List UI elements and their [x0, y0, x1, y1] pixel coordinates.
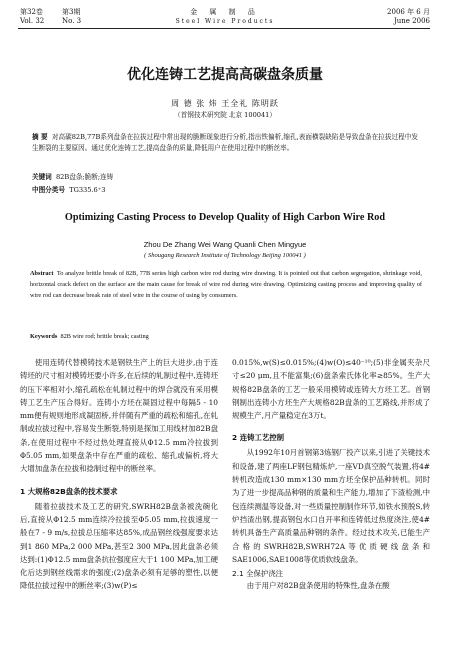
- clc-number: [32, 185, 105, 196]
- date-en: June 2006: [393, 17, 430, 25]
- authors-en: Zhou De Zhang Wei Wang Quanli Chen Mingyue: [143, 240, 307, 249]
- issue-cn: 第3期: [62, 8, 81, 16]
- header-rule: [18, 28, 430, 29]
- keywords-en-text: 82B wire rod; brittle break; casting: [60, 333, 149, 340]
- affiliation-en: ( Shougang Research Institute of Technology Beijing 100041 ): [144, 252, 306, 259]
- header-journal: [155, 8, 295, 26]
- body-left-column: [20, 356, 218, 593]
- section-1-paragraph: 随着拉拔技术及工艺的研究,SWRH82B盘条被洗碗化后,直接从Φ12.5 mm连续冷拉拔至Φ5.05 mm,拉拔速度一般在7 - 9 m/s,拉拔总压缩率达85%,成品钢丝线强度要求达到1 860 MPa,2 000 MPa,甚至2 300 MPa,因此盘条必须达到:(1)Φ12.5 mm盘条抗拉强度应大于1 100 MPa,加工硬化后达到钢丝线需求的强度;(2)盘条必须有足够的塑性,以便降低拉拔过程中的断丝率;(3)w(P)≤: [20, 501, 218, 591]
- section-2-1-paragraph: 由于用户对82B盘条使用的特殊性,盘条在酸: [246, 581, 390, 591]
- abstract-en-text: To analyze brittle break of 82B, 77B series high carbon wire rod during wire drawing. It is pointed out that carbon segregation, shrinkage void, horizontal crack defect on the surface are the main cause for break of wire rod during wire drawing. Optimizing casting process and improving quality of wire rod can decrease break rate of steel wire in the course of using by consumers.: [30, 270, 422, 299]
- header-issue: [62, 8, 81, 26]
- keywords-cn-label: 关键词: [32, 173, 52, 181]
- clc-label: 中图分类号: [32, 186, 65, 194]
- header-date: [387, 8, 430, 26]
- abstract-en-label: Abstract: [30, 270, 54, 277]
- section-2-paragraph: 从1992年10月首钢第3炼钢厂投产以来,引进了关键技术和设备,建了两座LF钢包精炼炉,一座VD真空脱气装置,将4#转机改造成130 mm×130 mm方坯全保护品种转机。同时为了进一步提高品种钢的质量和生产能力,增加了下渣检测,中包连续测温等设备,对一些质量控制制作环节,如铁水预脱S,转炉挡渣出钢,提高钢包水口自开率和连铸低过热度浇注,使4#转机具备生产高质量品种钢的条件。经过技术攻关,已能生产合格的SWRH82B,SWRH72A等优质硬线盘条和SAE1006,SAE1008等优质软线盘条。: [232, 448, 430, 564]
- paper-title-en: Optimizing Casting Process to Develop Quality of High Carbon Wire Rod: [64, 212, 386, 223]
- section-2-1-heading: 2.1 全保护浇注: [232, 569, 284, 579]
- keywords-en: [30, 331, 149, 342]
- issue-en: No. 3: [62, 17, 82, 25]
- keywords-cn-text: 82B盘条;脆断;连铸: [55, 173, 114, 181]
- abstract-cn-label: 摘 要: [32, 133, 48, 141]
- keywords-cn: [32, 172, 113, 183]
- paper-title-cn: 优化连铸工艺提高高碳盘条质量: [127, 67, 323, 83]
- abstract-cn-text: 对高碳82B,77B系列盘条在拉拔过程中常出现的脆断现象进行分析,指出铁偏析,缩孔,表面横裂缺陷是导致盘条在拉拔过程中发生断裂的主要原因。通过优化连铸工艺,提高盘条的质量,降低用户在使用过程中的断丝率。: [32, 133, 418, 152]
- requirements-continued: 0.015%,w(S)≤0.015%;(4)w(O)≤40⁻¹⁰;(5)非金属夹杂尺寸≤20 μm,且不能富集;(6)盘条索氏体化率≥85%。生产大规格82B盘条的工艺一般采用模铸或连铸大方坯工艺。首钢钢制出连铸小方坯生产大规格82B盘条的工艺路线,并形成了规模生产,月产量稳定在3万t。: [232, 358, 430, 421]
- abstract-cn: [32, 132, 418, 154]
- journal-name-cn: 金 属 制 品: [190, 8, 260, 16]
- section-2-heading: 2 连铸工艺控制: [232, 433, 285, 443]
- keywords-en-label: Keywords: [30, 333, 58, 340]
- clc-value: TG335.6⁺3: [69, 186, 106, 194]
- authors-cn: 周 德 张 炜 王全礼 陈明跃: [171, 99, 279, 108]
- intro-paragraph: 使用连铸代替模铸技术是钢铁生产上的巨大进步,由于连铸坯的尺寸相对模铸坯要小许多,在后续的轧制过程中,连铸坯的压下率相对小,缩孔疏松在轧制过程中的焊合就没有采用模铸工艺生产压合得好。连铸小方坯在凝固过程中每隔5 - 10 mm便有规则地形成凝固桥,并伴随有严重的疏松和缩孔,在轧制或拉拔过程中,容易发生断裂,特别是探加工用线材加82B盘条,在使用过程中不经过热处理直接从Φ12.5 mm冷拉拔到Φ5.05 mm,如果盘条中存在严重的疏松、缩孔或偏析,将大大增加盘条在拉拔和捻制过程中的断丝率。: [20, 358, 218, 474]
- body-right-column: [232, 356, 430, 592]
- affiliation-cn: （首钢技术研究院 北京 100041）: [174, 111, 276, 119]
- volume-en: Vol. 32: [20, 17, 45, 25]
- date-cn: 2006 年 6 月: [387, 8, 430, 16]
- journal-name-en: Steel Wire Products: [175, 18, 275, 25]
- abstract-en: [30, 268, 422, 301]
- header-volume: [20, 8, 44, 26]
- section-1-heading: 1 大规格82B盘条的技术要求: [20, 486, 118, 496]
- volume-cn: 第32卷: [20, 8, 43, 16]
